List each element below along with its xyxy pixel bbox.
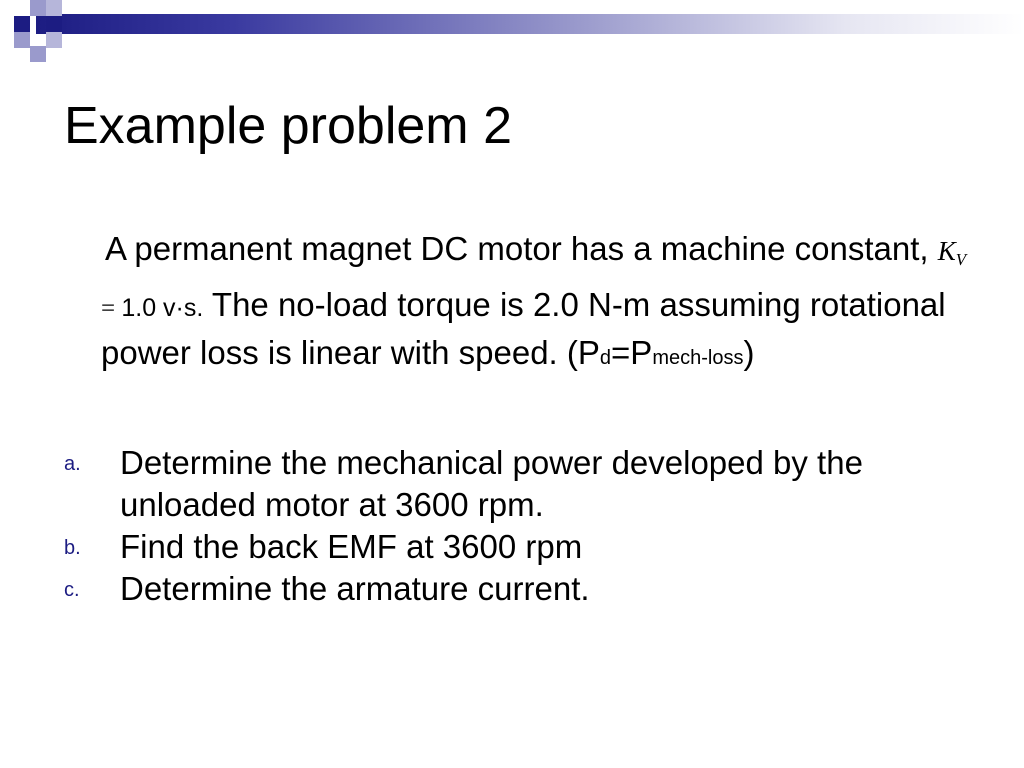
list-item — [60, 526, 980, 568]
statement-text-continued: The no-load torque is 2.0 N-m assuming rotational power loss is linear with speed. (P — [101, 285, 946, 371]
list-marker: c. — [64, 579, 80, 601]
decor-square — [30, 46, 46, 62]
question-list — [60, 442, 980, 610]
list-item — [60, 442, 980, 526]
decor-square — [46, 16, 62, 32]
decor-square — [14, 32, 30, 48]
question-text: Find the back EMF at 3600 rpm — [120, 528, 583, 565]
kv-subscript: V — [955, 250, 967, 269]
problem-statement — [101, 227, 981, 381]
kv-value: 1.0 v·s. — [121, 293, 204, 322]
decor-square — [30, 0, 46, 16]
header-gradient-bar — [36, 14, 1024, 34]
list-item — [60, 568, 980, 610]
header-decoration — [0, 0, 1024, 62]
list-marker: a. — [64, 453, 81, 475]
statement-text: A permanent magnet DC motor has a machine constant, — [105, 230, 938, 267]
equals-sign: = — [101, 294, 122, 322]
close-paren: ) — [743, 334, 755, 371]
equals-p-text: =P — [611, 334, 653, 371]
list-marker: b. — [64, 537, 81, 559]
question-text: Determine the armature current. — [120, 570, 590, 607]
question-text: Determine the mechanical power developed by the unloaded motor at 3600 rpm. — [120, 444, 863, 523]
decor-square — [46, 0, 62, 16]
slide-title: Example problem 2 — [64, 97, 512, 155]
decor-square — [14, 16, 30, 32]
kv-symbol: $K_V$ — [937, 236, 967, 269]
pd-subscript: d — [599, 347, 612, 369]
decor-square — [46, 32, 62, 48]
mech-loss-subscript: mech-loss — [652, 347, 744, 369]
